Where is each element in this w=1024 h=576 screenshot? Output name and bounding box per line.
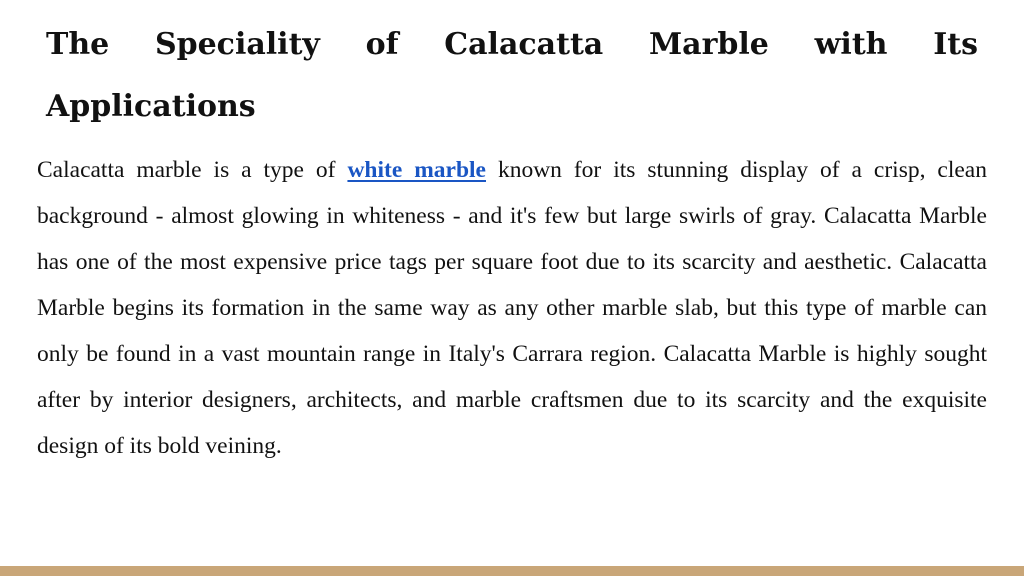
paragraph-text-start: Calacatta marble is a type of [37, 157, 348, 183]
paragraph-text-end: known for its stunning display of a crisp, clean background - almost glowing in whiteness - and it's few but large swirls of gray. Calacatta Marble has one of the most expensive price tags per square foot due to its scarcity and aesthetic. Calacatta Marble begins its formation in the same way as any other marble slab, but this type of marble can only be found in a vast mountain range in Italy's Carrara region. Calacatta Marble is highly sought after by interior designers, architects, and marble craftsmen due to its scarcity and the exquisite design of its bold veining. [37, 157, 987, 459]
body-paragraph [37, 147, 987, 469]
footer-bar [0, 566, 1024, 576]
white-marble-link[interactable]: white marble [347, 157, 486, 183]
slide-title: The Speciality of Calacatta Marble with Its Applications [46, 27, 978, 124]
